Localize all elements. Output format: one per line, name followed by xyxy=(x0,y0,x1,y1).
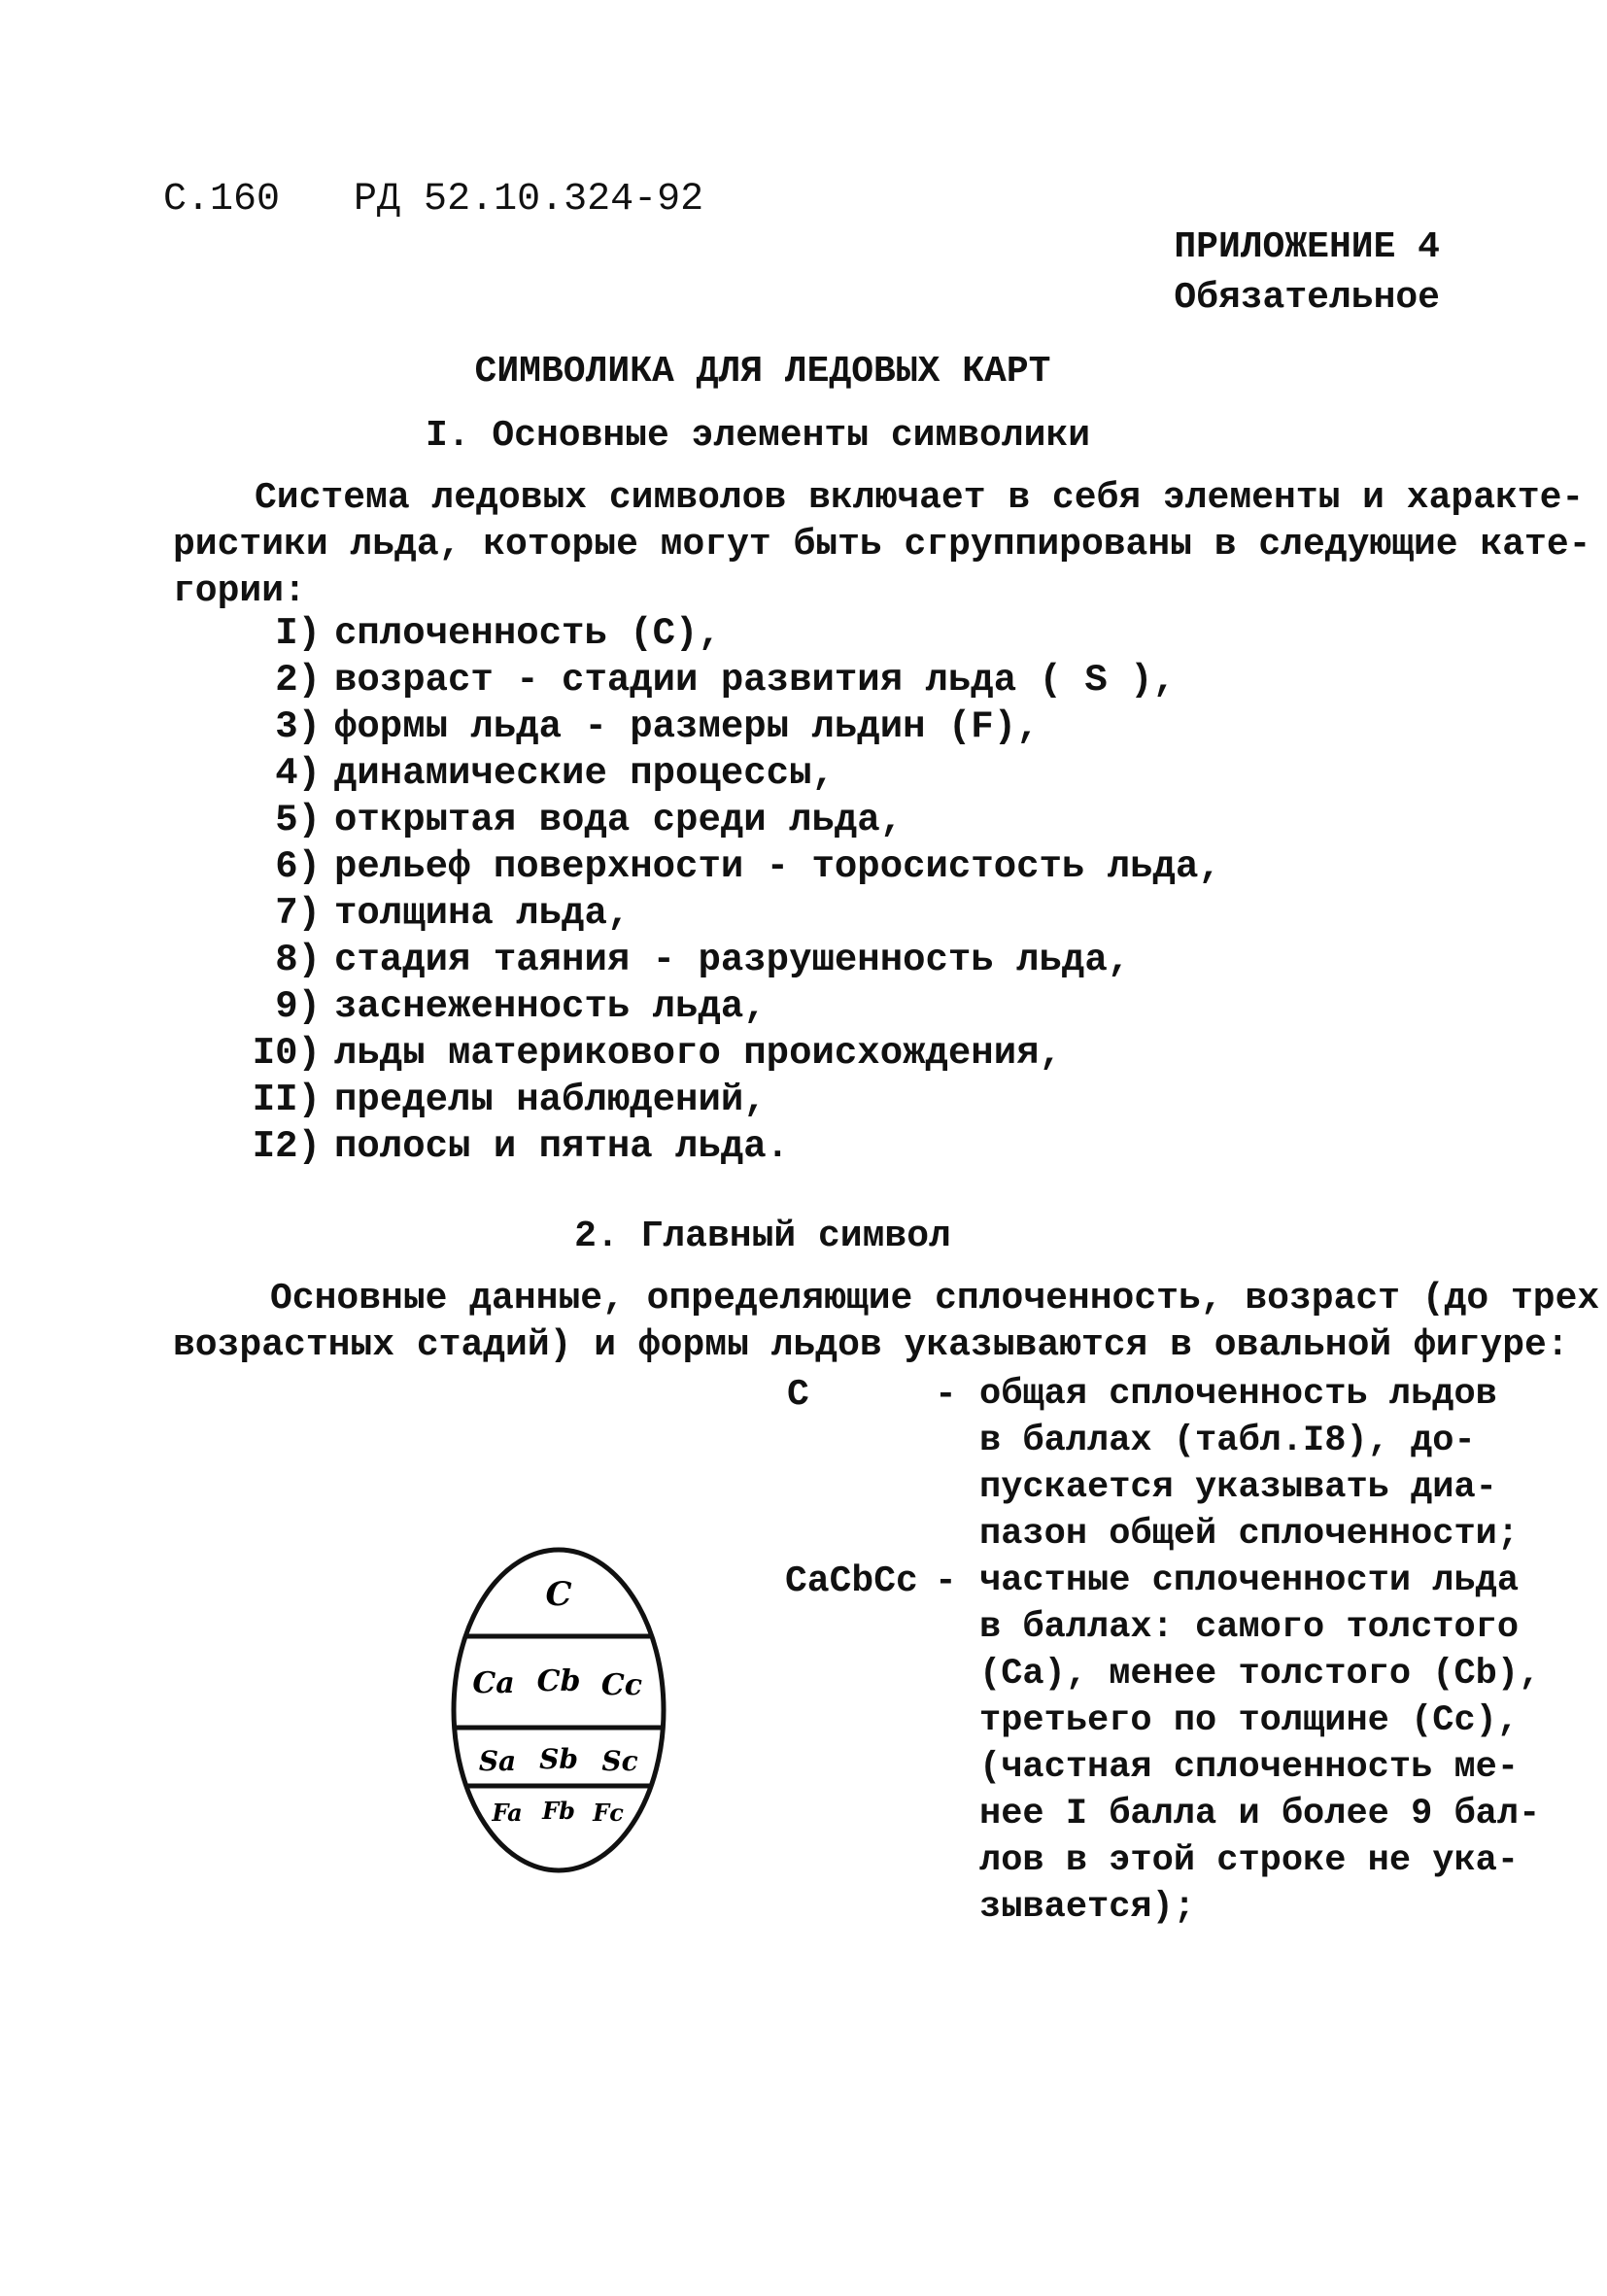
def-symbol-partial: CaCbCc xyxy=(785,1560,918,1602)
oval-cell: Sc xyxy=(601,1745,638,1777)
list-item: I0) льды материкового происхождения, xyxy=(252,1032,1062,1075)
list-item: 3) формы льда - размеры льдин (F), xyxy=(275,705,1040,748)
def-line: в баллах (табл.I8), до- xyxy=(979,1421,1476,1461)
list-item: 4) динамические процессы, xyxy=(275,752,835,795)
list-item: I2) полосы и пятна льда. xyxy=(252,1125,790,1168)
oval-cell: Fb xyxy=(542,1797,575,1825)
def-line: частные сплоченности льда xyxy=(979,1560,1520,1601)
def-line: в баллах: самого толстого xyxy=(979,1607,1520,1648)
oval-cell: Fa xyxy=(492,1799,523,1827)
def-line: зывается); xyxy=(979,1887,1196,1928)
section2-intro-line-2: возрастных стадий) и формы льдов указываются в овальной фигуре: xyxy=(173,1324,1569,1366)
oval-cell: Sa xyxy=(478,1745,517,1777)
list-item: I) сплоченность (С), xyxy=(275,612,721,655)
section1-intro-line-3: гории: xyxy=(173,570,306,612)
annex-label: ПРИЛОЖЕНИЕ 4 xyxy=(1174,226,1440,268)
oval-cell: Fc xyxy=(593,1799,624,1827)
list-item: 5) открытая вода среди льда, xyxy=(275,799,904,841)
section1-intro-line-1: Система ледовых символов включает в себя элементы и характе- xyxy=(255,477,1585,519)
list-item: 8) стадия таяния - разрушенность льда, xyxy=(275,939,1131,981)
def-line: общая сплоченность льдов xyxy=(979,1374,1497,1415)
list-item: 9) заснеженность льда, xyxy=(275,985,767,1028)
section2-heading: 2. Главный символ xyxy=(574,1216,951,1257)
oval-cell: Cb xyxy=(536,1664,581,1698)
egg-code-diagram xyxy=(447,1545,670,1875)
list-item: 6) рельеф поверхности - торосистость льда, xyxy=(275,845,1221,888)
def-symbol-c: С xyxy=(787,1374,809,1416)
def-line: пазон общей сплоченности; xyxy=(979,1514,1520,1555)
annex-status: Обязательное xyxy=(1174,277,1440,319)
def-dash: - xyxy=(935,1374,957,1416)
oval-row1-c: C xyxy=(545,1575,572,1614)
oval-cell: Cc xyxy=(600,1668,643,1702)
list-item: 7) толщина льда, xyxy=(275,892,631,935)
section1-intro-line-2: ристики льда, которые могут быть сгруппированы в следующие кате- xyxy=(173,524,1591,565)
oval-cell: Sb xyxy=(539,1743,578,1775)
def-line: лов в этой строке не ука- xyxy=(979,1840,1520,1881)
def-line: третьего по толщине (Cc), xyxy=(979,1700,1520,1741)
page-number: С.160 xyxy=(163,178,281,222)
page-header xyxy=(163,178,704,222)
list-item: 2) возраст - стадии развития льда ( S ), xyxy=(275,659,1176,702)
section2-intro-line-1: Основные данные, определяющие сплоченность, возраст (до трех xyxy=(270,1278,1600,1319)
oval-cell: Ca xyxy=(472,1666,515,1700)
list-item: II) пределы наблюдений, xyxy=(252,1079,767,1121)
def-line: (Ca), менее толстого (Cb), xyxy=(979,1654,1541,1695)
def-line: пускается указывать диа- xyxy=(979,1467,1497,1508)
document-code: РД 52.10.324-92 xyxy=(354,178,704,222)
def-dash: - xyxy=(935,1560,957,1602)
section1-heading: I. Основные элементы символики xyxy=(425,415,1091,457)
def-line: (частная сплоченность ме- xyxy=(979,1747,1520,1788)
page-title: СИМВОЛИКА ДЛЯ ЛЕДОВЫХ КАРТ xyxy=(474,351,1051,393)
def-line: нее I балла и более 9 бал- xyxy=(979,1794,1541,1834)
